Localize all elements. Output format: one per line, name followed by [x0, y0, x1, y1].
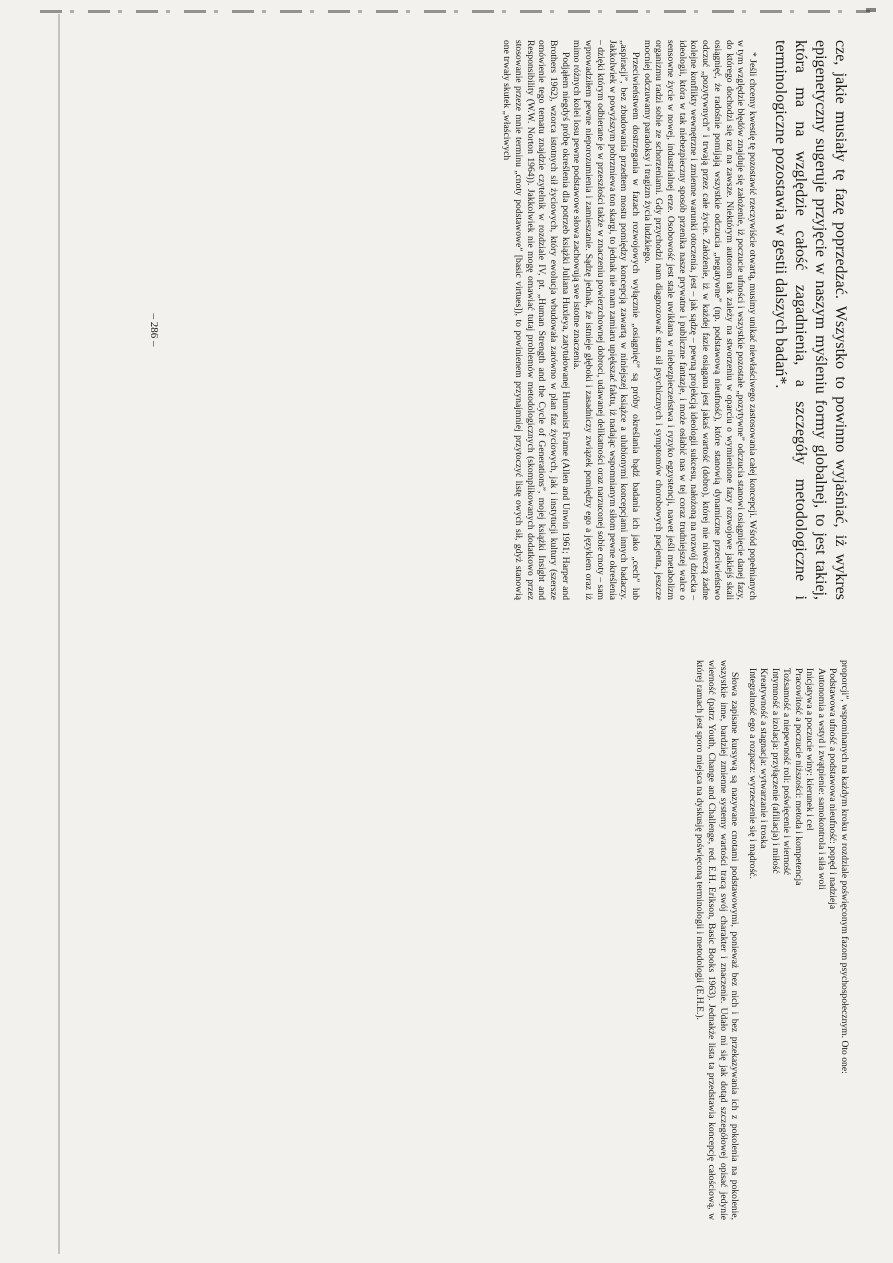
left-column	[501, 40, 850, 600]
list-item: Tożsamość a niepewność roli: poświęcenie i wierność	[781, 668, 793, 876]
list-item: Podstawowa ufność a podstawowa nieufność: popęd i nadzieja	[827, 668, 839, 910]
list-item: Kreatywność a stagnacja: wytwarzanie i troska	[758, 668, 770, 849]
right-column	[693, 660, 850, 1220]
lead-paragraph: cze, jakie musiały tę fazę poprzedzać. Wszystko to powinno wyjaśniać, iż wykres epigenetyczny sugeruje przyjęcie w naszym myśleniu formy globalnej, to jest takiej, która ma na względzie całość zagadnienia, a szczegóły metodologiczne i terminologiczne pozostawia w gestii dalszych badań*.	[772, 40, 849, 600]
list-item: Pracowitość a poczucie niższości: metoda i kompetencja	[792, 668, 804, 886]
footnote-paragraph: Podjąłem niegdyś próbę określenia dla potrzeb książki Juliana Huxleya, zatytułowanej Humanist Frame (Allen and Unwin 1961; Harper and Brothers 1962), wzorca istotnych sił życiowych, który ewolucja wbudowała zarówno w plan faz życiowych, jak i instytucji kultury (szersze omówienie tego tematu znajdzie czytelnik w rozdziale IV, pt. „Human Strength and the Cycle of Generations”, mojej książki Insight and Responsibility (W.W. Norton 1964)). Jakkolwiek nie mogę omawiać tutaj problemów metodologicznych (skomplikowanych dodatkowo przez stosowanie przeze mnie terminu „cnoty podstawowe” [basic virtues]), to powinienem przynajmniej przytoczyć listę owych sił, gdyż stanowią one trwały skutek „właściwych	[501, 40, 571, 600]
footnote-paragraph: * Jeśli chcemy kwestię tę pozostawić rzeczywiście otwartą, musimy unikać niewłaściwego zastosowania całej koncepcji. Wśród popełnianych w tym względzie błędów znajduje się założenie, iż poczucie ufności i wszystkie pozostałe „pozytywne” odczucia stanowi osiągnięcie danej fazy, do którego dochodzi się raz na zawsze. Niektórym autorom tak zależy na stworzeniu w oparciu o wymienione fazy rozwojowe jakiejś skali osiągnięć, że radośnie pomijają wszystkie odczucia „negatywne” (np. podstawową nieufność), które stanowią dynamiczne przeciwieństwo odczuć „pozytywnych” i trwają przez całe życie. Założenie, iż w każdej fazie osiągana jest jakaś wartość (dobro), której nie niweczą żadne kolejne konflikty wewnętrzne i zmienne warunki otoczenia, jest – jak sądzę – pewną projekcją ideologii sukcesu, nałożoną na rozwój dziecka – ideologii, która w tak niebezpieczny sposób przenika nasze prywatne i publiczne fantazje, i może osłabić nas w tej coraz trudniejszej walce o sensowne życie w nowej, industrialnej erze. Osobowość jest stale uwikłana w niebezpieczeństwa i ryzyko egzystencji, nawet jeśli metabolizm organizmu radzi sobie ze schorzeniami. Gdy przychodzi nam diagnozować stan sił psychicznych i symptomów chorobowych pacjenta, jeszcze mocniej odczuwamy paradoksy i tragizm życia ludzkiego.	[641, 40, 758, 600]
list-item: Inicjatywa a poczucie winy: kierunek i cel	[804, 668, 816, 831]
list-item: Autonomia a wstyd i zwątpienie: samokontrola i siła woli	[815, 668, 827, 890]
virtues-list	[746, 660, 838, 1220]
list-item: Intymność a izolacja: przyłączenie (afiliacja) i miłość	[769, 668, 781, 874]
list-item: Integralność ego a rozpacz: wyrzeczenie się i mądrość.	[746, 668, 758, 879]
scan-corner-mark	[866, 8, 876, 12]
page-number: – 286 –	[148, 313, 160, 347]
scan-edge-top	[40, 10, 870, 13]
book-page	[60, 20, 850, 1252]
closing-paragraph: Słowa zapisane kursywą są nazywane cnotami podstawowymi, ponieważ bez nich i bez przekazywania ich z pokolenia na pokolenie, wszystkie inne, bardziej zmienne systemy wartości tracą swój charakter i znaczenie. Udało mi się jak dotąd szczegółowej opisać jedynie wierność (patrz Youth, Change and Challenge, red. E.H. Erikson, Basic Books 1963). Jednakże lista ta przedstawia koncepcję całościową, w której ramach jest sporo miejsca na dyskusję poświęconą terminologii i metodologii (E.H.E.).	[694, 660, 741, 1220]
right-intro: proporcji”, wspominanych na każdym kroku w rozdziale poświęconym fazom psychospołecznym. Oto one:	[839, 660, 850, 1074]
footnote-paragraph: Przeciwieństwem dostrzegania w fazach rozwojowych wyłącznie „osiągnięć” są próby określania bądź badania ich jako „cech” lub „aspiracji”, bez zbudowania przedtem mostu pomiędzy koncepcją zawartą w niniejszej książce a ulubionymi koncepcjami innych badaczy. Jakkolwiek w powyższym pobrzmiewa ton skargi, to jednak nie mam zamiaru upiększać faktu, iż nadając wspomnianym siłom pewne określenia – dzięki którym odbierane je w przeszłości także w znaczeniu powierzchownej dobroci, udawanej delikatności oraz narzuconej sobie cnoty – sam wprowadziłem pewne nieporozumienia i zamieszanie. Sądzę jednak, że istnieje głęboki i zasadniczy związek pomiędzy ego a językiem oraz iż mimo różnych kolei losu pewne podstawowe słowa zachowują swe istotne znaczenia.	[571, 40, 641, 600]
rotated-text-canvas	[60, 20, 850, 1252]
